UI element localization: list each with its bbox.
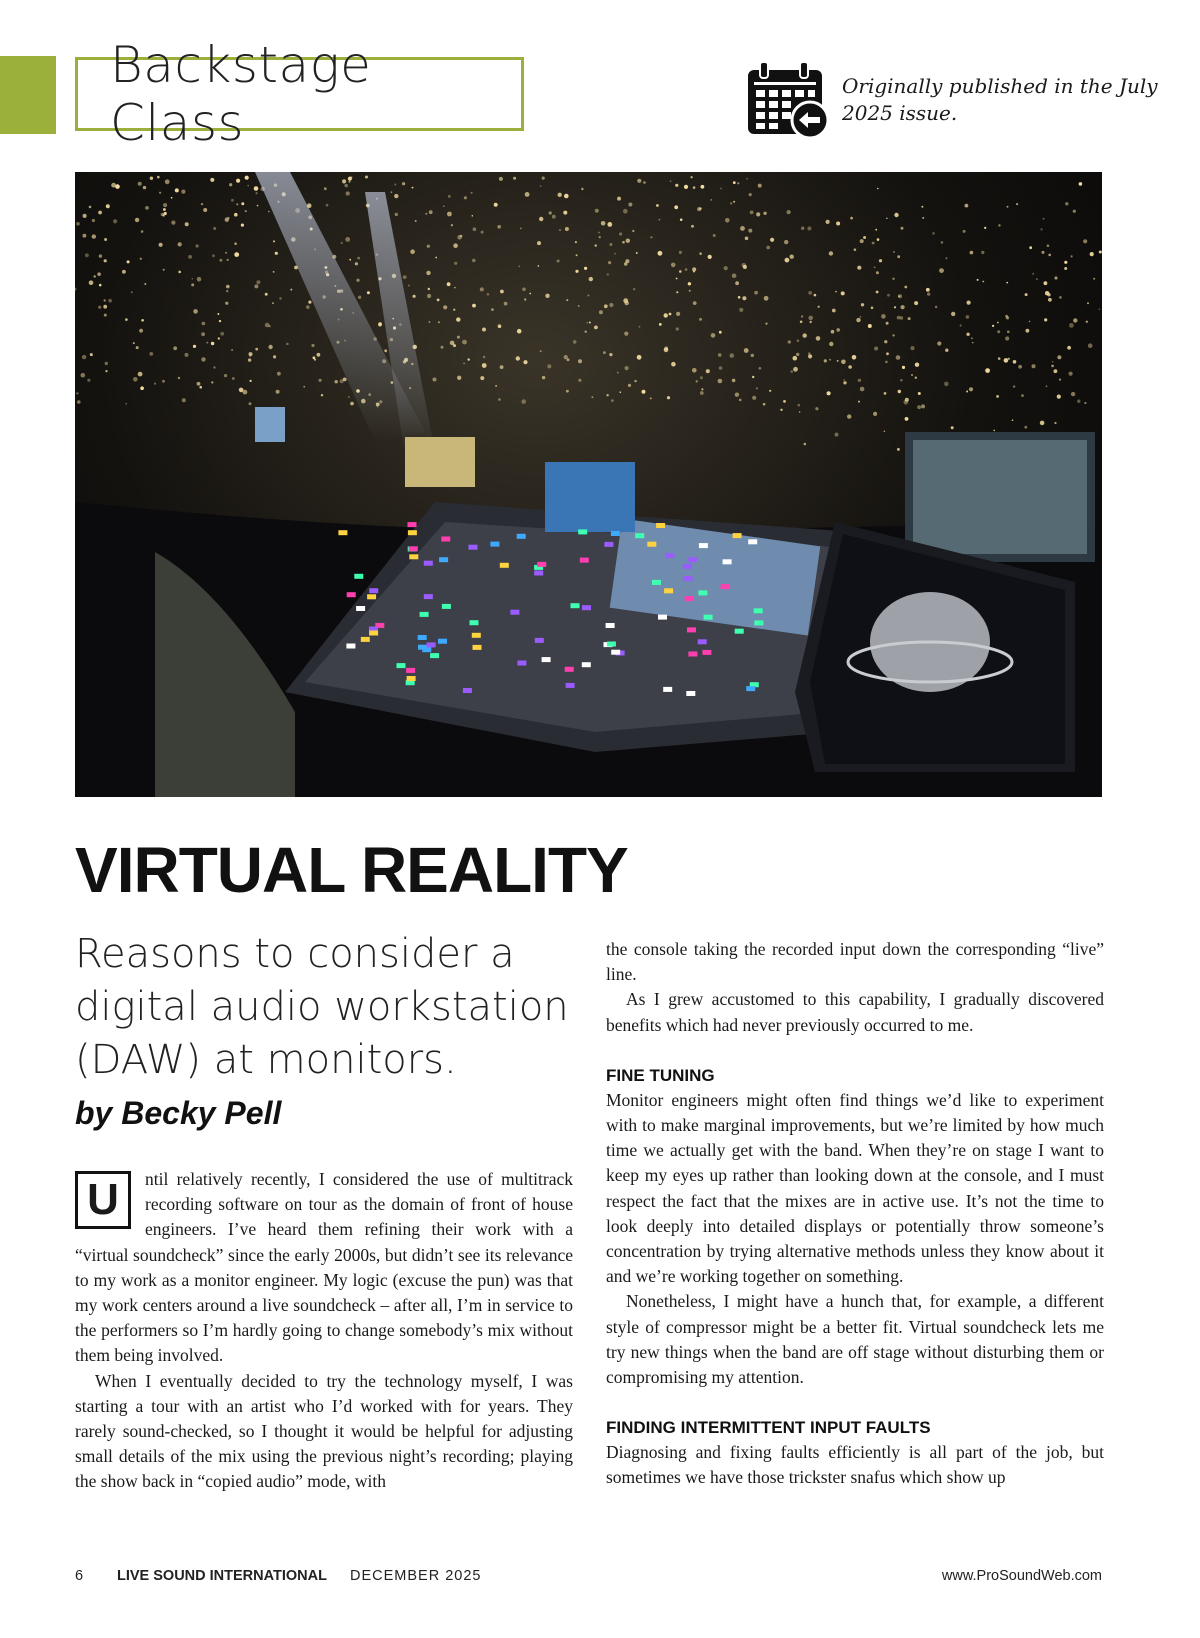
paragraph: When I eventually decided to try the technology myself, I was starting a tour with an artist who I’d worked with for years. They rarely sound-checked, so I thought it would be helpful for adjusting small details of the mix using the previous night’s recording; playing the show back in “copied audio” mode, with	[75, 1370, 573, 1492]
subhead-input-faults: FINDING INTERMITTENT INPUT FAULTS	[606, 1418, 931, 1438]
paragraph: As I grew accustomed to this capability, I gradually discovered benefits which had never previously occurred to me.	[606, 989, 1104, 1035]
publication-note: Originally published in the July 2025 issue.	[842, 74, 1158, 125]
website-link[interactable]: www.ProSoundWeb.com	[941, 1568, 1102, 1584]
drop-cap: U	[75, 1171, 131, 1229]
article-column-left	[75, 1167, 573, 1495]
paragraph: Diagnosing and fixing faults efficiently is all part of the job, but sometimes we have those trickster snafus which show up	[606, 1442, 1104, 1488]
article-headline: VIRTUAL REALITY	[75, 834, 628, 906]
paragraph: the console taking the recorded input down the corresponding “live” line.	[606, 939, 1104, 985]
page-footer	[75, 1568, 1102, 1588]
mixing-console-photo	[75, 172, 1102, 797]
section-label-box	[75, 36, 524, 152]
article-deck: Reasons to consider a digital audio workstation (DAW) at monitors.	[75, 931, 569, 1083]
page-number: 6	[75, 1568, 84, 1584]
paragraph: Nonetheless, I might have a hunch that, for example, a different style of compressor might be a better fit. Virtual soundcheck lets me try new things when the band are off stage without disturbing them or compromising my attention.	[606, 1291, 1104, 1388]
article-byline: by Becky Pell	[75, 1095, 282, 1131]
paragraph: Monitor engineers might often find things we’d like to experiment with to make marginal improvements, but we’re limited by how much time we actually get with the band. When they’re on stage I want to keep my eyes up rather than looking down at the console, and I must respect the fact that the mixes are in active use. It’s not the time to look deeply into detailed displays or potentially throw someone’s concentration by trying alternative methods unless they know about it and we’re working together on something.	[606, 1089, 1104, 1287]
crowd-lights	[75, 176, 1102, 459]
subhead-fine-tuning: FINE TUNING	[606, 1065, 715, 1085]
magazine-name: LIVE SOUND INTERNATIONAL	[117, 1568, 327, 1584]
section-accent-tab	[0, 56, 56, 134]
section-label: Backstage Class	[110, 36, 372, 152]
calendar-back-icon	[746, 60, 830, 140]
paragraph	[75, 1167, 573, 1369]
paragraph-text: ntil relatively recently, I considered the use of multitrack recording software on tour as the domain of front of house engineers. I’ve heard them refining their work with a “virtual soundcheck” since the early 2000s, but didn’t see its relevance to my work as a monitor engineer. My logic (excuse the pun) was that my work centers around a live soundcheck – after all, I’m in service to the performers so I’m hardly going to change somebody’s mix without them being involved.	[75, 1169, 573, 1366]
hero-photo	[75, 172, 1102, 797]
issue-date: DECEMBER 2025	[350, 1568, 482, 1584]
article-column-right	[606, 937, 1104, 1491]
